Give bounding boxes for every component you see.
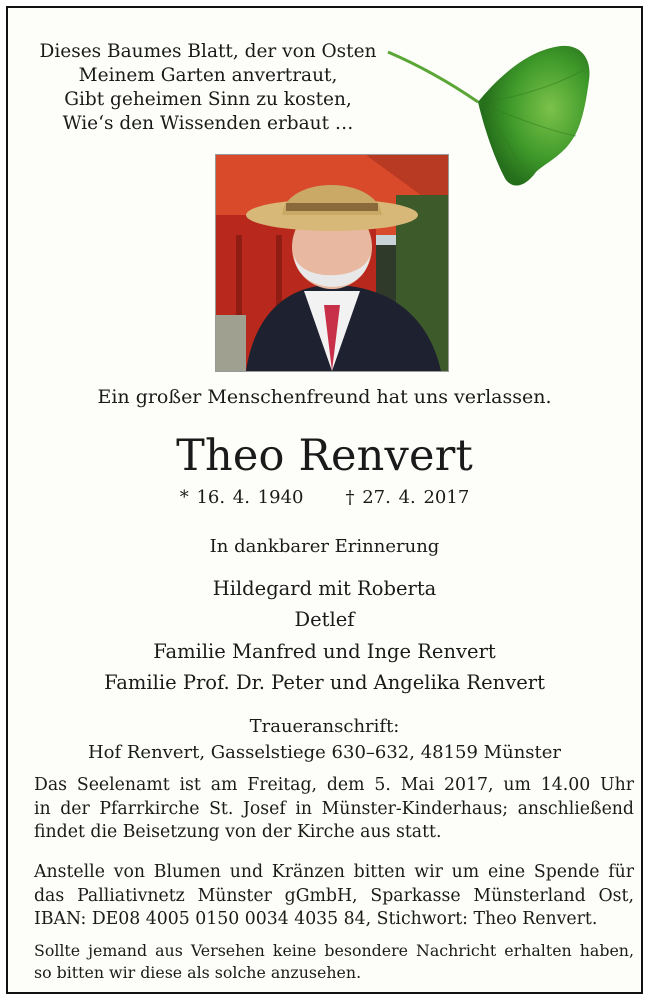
portrait-photo bbox=[215, 154, 449, 372]
donation-paragraph bbox=[34, 861, 634, 932]
notice-line: so bitten wir diese als solche anzusehen. bbox=[34, 963, 362, 982]
birth-date: * 16. 4. 1940 bbox=[179, 487, 304, 508]
service-line: Das Seelenamt ist am Freitag, dem 5. Mai 2017, um 14.00 Uhr bbox=[34, 775, 634, 795]
deceased-name: Theo Renvert bbox=[176, 431, 473, 481]
donation-line: IBAN: DE08 4005 0150 0034 4035 84, Stichwort: Theo Renvert. bbox=[34, 909, 598, 929]
family-member: Familie Prof. Dr. Peter und Angelika Renvert bbox=[104, 671, 545, 694]
service-line: in der Pfarrkirche St. Josef in Münster-Kinderhaus; anschließend bbox=[34, 798, 634, 819]
service-paragraph bbox=[34, 774, 634, 845]
address-label: Traueranschrift: bbox=[249, 716, 400, 737]
service-line: findet die Beisetzung von der Kirche aus statt. bbox=[34, 822, 442, 842]
address-value: Hof Renvert, Gasselstiege 630–632, 48159 Münster bbox=[87, 742, 562, 763]
family-member: Hildegard mit Roberta bbox=[212, 577, 437, 600]
donation-line: das Palliativnetz Münster gGmbH, Sparkasse Münsterland Ost, bbox=[34, 885, 634, 906]
family-member: Detlef bbox=[294, 608, 355, 631]
poem bbox=[8, 40, 408, 136]
poem-line: Dieses Baumes Blatt, der von Osten bbox=[39, 41, 377, 62]
death-date: † 27. 4. 2017 bbox=[345, 487, 470, 508]
intro-line: Ein großer Menschenfreund hat uns verlassen. bbox=[97, 386, 552, 408]
donation-line: Anstelle von Blumen und Kränzen bitten wir um eine Spende für bbox=[34, 862, 634, 882]
life-dates bbox=[8, 487, 641, 508]
notice-paragraph bbox=[34, 940, 634, 984]
obituary-card bbox=[6, 6, 643, 994]
poem-line: Gibt geheimen Sinn zu kosten, bbox=[64, 89, 352, 110]
notice-line: Sollte jemand aus Versehen keine besondere Nachricht erhalten haben, bbox=[34, 941, 634, 960]
memory-line: In dankbarer Erinnerung bbox=[209, 536, 440, 557]
poem-line: Wie‘s den Wissenden erbaut … bbox=[62, 113, 354, 134]
poem-line: Meinem Garten anvertraut, bbox=[78, 65, 338, 86]
family-member: Familie Manfred und Inge Renvert bbox=[153, 640, 496, 663]
